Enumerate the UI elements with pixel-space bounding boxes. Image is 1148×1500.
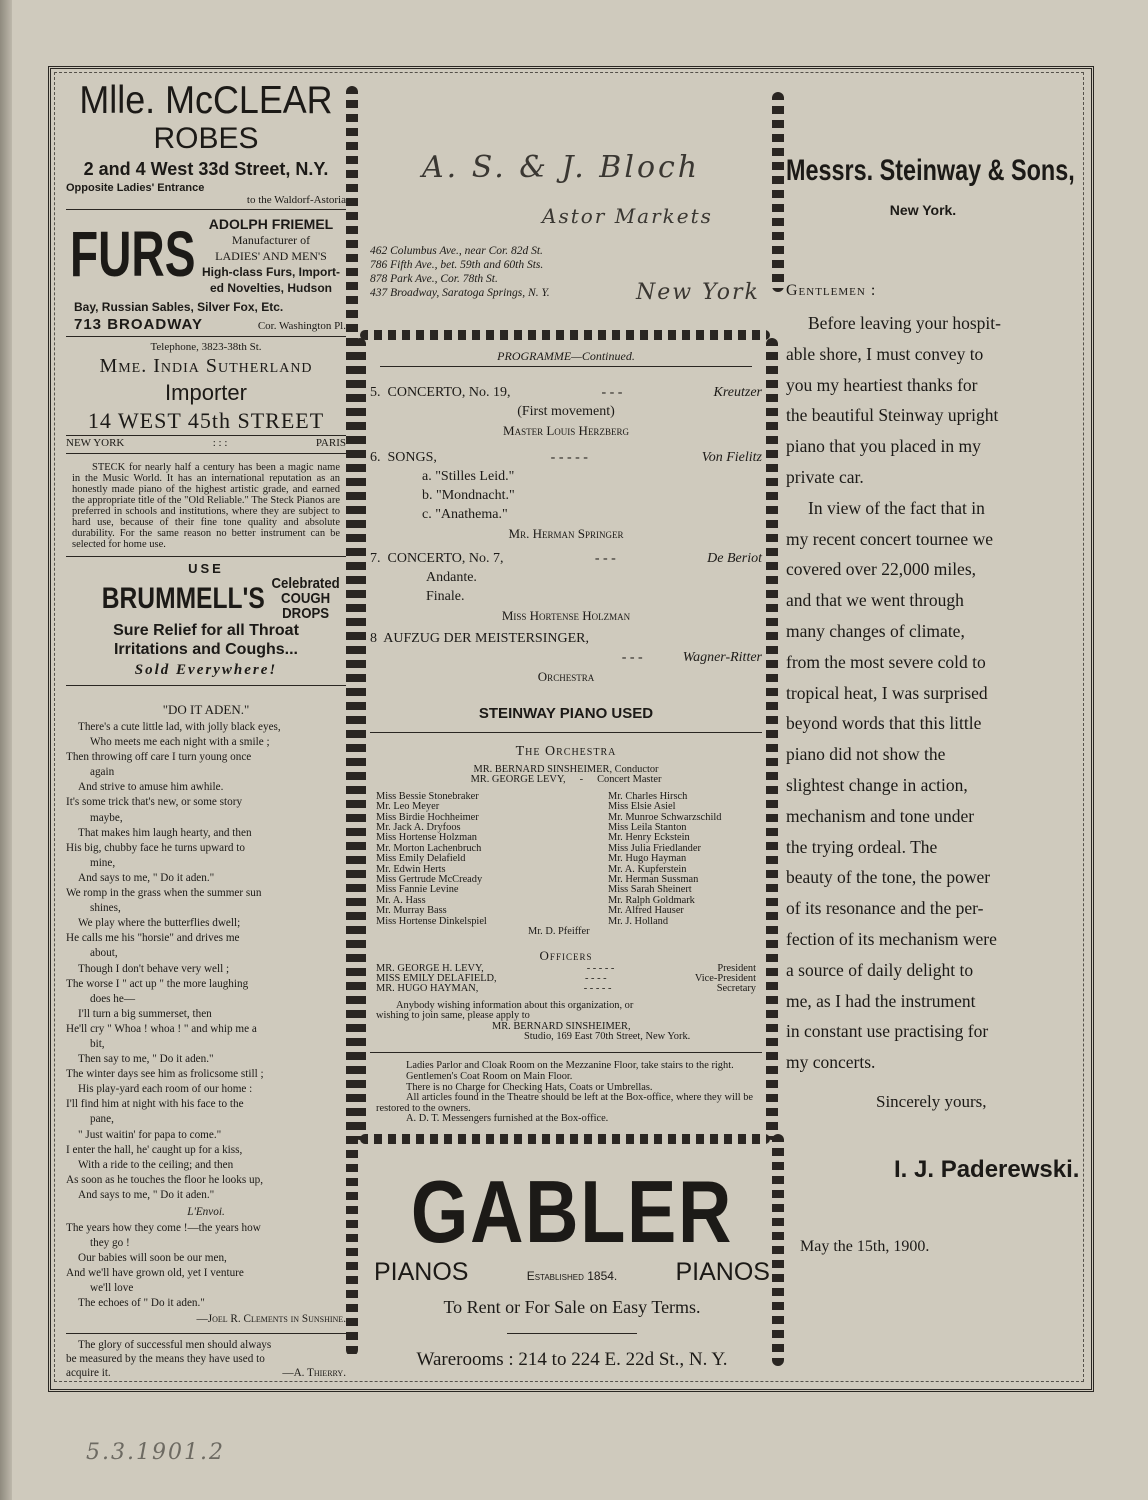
officer-dash: - - - -: [584, 972, 607, 984]
poem-line: That makes him laugh hearty, and then: [78, 826, 252, 839]
officer-dash: - - - - -: [586, 962, 615, 974]
orchestra-member: Mr. Jack A. Dryfoos: [376, 822, 461, 834]
theatre-notices: [370, 1053, 762, 1125]
bloch-addr3: 878 Park Ave., Cor. 78th St.: [370, 273, 498, 285]
furs-headline: FURS: [70, 218, 196, 290]
item-composer: Wagner-Ritter: [682, 650, 762, 665]
envoi-line: they go !: [90, 1237, 130, 1250]
bloch-addr1: 462 Columbus Ave., near Cor. 82d St.: [370, 245, 543, 257]
programme-item-5: [370, 383, 762, 402]
item-number: 6.: [370, 450, 381, 465]
letter-line: from the most severe cold to: [786, 651, 986, 672]
letter-line: my concerts.: [786, 1052, 876, 1073]
letter-line: beyond words that this little: [786, 713, 982, 734]
bloch-name: A. S. & J. Bloch: [422, 150, 701, 185]
poem-line: And strive to amuse him awhile.: [78, 781, 224, 794]
poem-line: The winter days see him as frolicsome still ;: [66, 1068, 264, 1081]
letter-line: of its resonance and the per-: [786, 898, 984, 919]
item8-performer: Orchestra: [537, 669, 595, 684]
brummell-relief1: Sure Relief for all Throat: [113, 622, 299, 639]
letter-line: a source of daily delight to: [786, 959, 974, 980]
letter-line: Before leaving your hospit-: [808, 313, 1001, 333]
sutherland-city1: NEW YORK: [66, 437, 125, 449]
programme-item-7: [370, 549, 762, 568]
poem-line: I'll find him at night with his face to the: [66, 1098, 244, 1111]
letter-line: private car.: [786, 466, 864, 487]
programme-left-chain: [354, 338, 366, 1140]
poem-line: His big, chubby face he turns upward to: [66, 841, 245, 854]
brummell-ad: [66, 557, 346, 681]
poem-line: And says to me, " Do it aden.": [78, 1188, 215, 1201]
sutherland-sep: : : :: [212, 437, 228, 449]
orchestra-member: Mr. Hugo Hayman: [608, 853, 687, 865]
poem-line: again: [90, 766, 115, 779]
friemel-line3: High-class Furs, Import-: [201, 265, 341, 279]
letter-line: the beautiful Steinway upright: [786, 405, 999, 426]
notice-line: All articles found in the Theatre should be left at the Box-office, where they will be restored to the owners.: [376, 1092, 754, 1114]
sutherland-ad: [66, 337, 346, 449]
letter-line: covered over 22,000 miles,: [786, 559, 977, 580]
letter-line: In view of the fact that in: [808, 497, 985, 518]
brummell-brand: BRUMMELL'S: [101, 581, 265, 615]
gabler-pianos-left: PIANOS: [374, 1258, 469, 1286]
letter-line: you my heartiest thanks for: [786, 374, 978, 395]
poem-line: The worse I " act up " the more laughing: [66, 977, 249, 990]
friemel-name: ADOLPH FRIEMEL: [208, 216, 334, 232]
officer-dash: - - - - -: [583, 983, 612, 995]
item6-performer: Mr. Herman Springer: [508, 526, 624, 541]
page-edge-shadow: [0, 0, 12, 1500]
notice-line: A. D. T. Messengers furnished at the Box-office.: [406, 1113, 609, 1125]
programme: [370, 348, 762, 1125]
poem-line: maybe,: [90, 811, 123, 824]
paderewski-letter: [786, 152, 1080, 1256]
envoi-line: The echoes of " Do it aden.": [78, 1297, 205, 1310]
friemel-corner: Cor. Washington Pl.: [257, 320, 346, 332]
poem-line: Though I don't behave very well ;: [78, 962, 230, 975]
sutherland-name: Mme. India Sutherland: [99, 355, 313, 377]
envoi-line: we'll love: [90, 1282, 134, 1295]
item-title: CONCERTO, No. 7,: [387, 551, 504, 566]
poem-line: I'll turn a big summerset, then: [78, 1007, 212, 1020]
item-title: CONCERTO, No. 19,: [387, 385, 511, 400]
mcclear-robes: ROBES: [153, 122, 259, 155]
bloch-ad-chain-border: [772, 92, 784, 292]
poem-lines: [66, 720, 346, 1203]
poem-line: " Just waitin' for papa to come.": [78, 1128, 222, 1141]
sutherland-address: 14 WEST 45th STREET: [87, 408, 325, 433]
orchestra-member: Miss Gertrude McCready: [376, 874, 483, 886]
brummell-use: USE: [188, 561, 224, 576]
orchestra-member: Miss Elsie Asiel: [608, 801, 676, 813]
friemel-line2: LADIES' AND MEN'S: [215, 249, 327, 263]
quote-author: —A. Thierry.: [282, 1366, 346, 1379]
letter-line: piano that you placed in my: [786, 436, 981, 457]
item5-sub: (First movement): [517, 404, 615, 419]
orchestra-member: Mr. J. Holland: [608, 915, 669, 927]
poem-line: about,: [90, 947, 118, 960]
letter-line: slightest change in action,: [786, 774, 968, 795]
letter-line: piano did not show the: [786, 744, 946, 765]
mcclear-name: Mlle. McCLEAR: [79, 79, 333, 122]
letter-heading: Messrs. Steinway & Sons,: [786, 154, 1075, 187]
item7-sub1: Andante.: [426, 570, 477, 585]
poem-line: We romp in the grass when the summer sun: [66, 887, 262, 900]
officer-role: President: [717, 962, 756, 974]
poem-author: —Joel R. Clements in Sunshine.: [196, 1312, 346, 1325]
poem-line: Who meets me each night with a smile ;: [90, 736, 270, 749]
gabler-name: GABLER: [410, 1162, 734, 1261]
poem-envoi-title: L'Envoi.: [187, 1206, 225, 1218]
orchestra-member: Miss Leila Stanton: [608, 822, 687, 834]
item5-performer: Master Louis Herzberg: [503, 423, 629, 438]
orchestra-member: Mr. Ralph Goldmark: [608, 894, 695, 906]
poem-line: mine,: [90, 856, 116, 869]
officer-role: Secretary: [716, 983, 756, 995]
orchestra-member: Miss Birdie Hochheimer: [376, 811, 479, 823]
steck-ad: [66, 454, 346, 554]
orchestra-last-member: Mr. D. Pfeiffer: [528, 926, 590, 938]
orchestra-section: The Orchestra MR. BERNARD SINSHEIMER, Conductor MR. GEORGE LEVY, - Concert Master Miss Bessie Stonebraker Mr. Leo Meyer Miss Birdie Hochheimer Mr. Jack A. Dryfoos Miss Hortense Holzman Mr. Morton Lachenbruch Miss Emily Delafield Mr. Edwin Herts Miss Gertrude McCready Miss Fannie Levine Mr. A. Hass Mr. Murray Bass Miss Hortense Dinkelspiel Mr. Charles Hirsch Miss Elsie Asiel Mr. Munroe Schwarzschild Miss Leila Stanton Mr. Henry Eckstein Miss Julia Friedlander Mr. Hugo Hayman Mr. A. Kupferstein Mr. Herman Sussman Miss Sarah Sheinert Mr. Ralph Goldmark Mr. Alfred Hauser Mr. J. Holland Mr. D. Pfeiffer Officers MR. GEORGE H. LEVY, - - - - - President MISS EMILY DELAFIELD, - - - - Vice-President MR. HUGO HAYMAN, - - - - - Secretary Anybody wishing information about this organization, or wishing to join same, please apply to MR. BERNARD SINSHEIMER, Studio, 169 East 70th Street, New York.: [370, 743, 762, 1042]
officer-role: Vice-President: [694, 972, 756, 984]
letter-city: New York.: [889, 202, 957, 218]
song-a: a. "Stilles Leid.": [422, 469, 515, 484]
song-c: c. "Anathema.": [422, 507, 508, 522]
orchestra-members-left: [376, 792, 608, 927]
orchestra-member: Mr. Alfred Hauser: [608, 905, 684, 917]
officer-name: MISS EMILY DELAFIELD,: [376, 972, 497, 984]
poem-line: pane,: [90, 1113, 114, 1126]
letter-line: many changes of climate,: [786, 620, 965, 641]
programme-heading: PROGRAMME—Continued.: [380, 348, 752, 367]
thierry-quote: [66, 1334, 346, 1380]
item7-sub2: Finale.: [426, 589, 465, 604]
mcclear-note2: to the Waldorf-Astoria: [246, 194, 346, 206]
letter-line: tropical heat, I was surprised: [786, 682, 988, 703]
bloch-city: New York: [636, 280, 760, 305]
orchestra-member: Mr. Munroe Schwarzschild: [608, 811, 722, 823]
orchestra-heading: The Orchestra: [515, 744, 617, 759]
letter-body: [786, 308, 1060, 1078]
programme-top-chain: [360, 330, 770, 340]
friemel-ad: [66, 210, 346, 332]
letter-line: me, as I had the instrument: [786, 990, 976, 1011]
poem-line: Then say to me, " Do it aden.": [78, 1053, 214, 1066]
item-number: 7.: [370, 551, 381, 566]
item-number: 5.: [370, 385, 381, 400]
divider: [370, 732, 762, 733]
divider: [507, 1333, 637, 1334]
item-dashes: - - - - -: [550, 450, 588, 465]
orchestra-conductor: MR. BERNARD SINSHEIMER, Conductor: [473, 764, 659, 775]
gabler-warerooms: Warerooms : 214 to 224 E. 22d St., N. Y.: [416, 1349, 728, 1370]
contact-address: Studio, 169 East 70th Street, New York.: [524, 1030, 691, 1042]
programme-bottom-chain: [360, 1134, 770, 1144]
letter-line: my recent concert tournee we: [786, 528, 993, 549]
envoi-line: And we'll have grown old, yet I venture: [66, 1267, 244, 1280]
notice-line: Gentlemen's Coat Room on Main Floor.: [406, 1070, 573, 1082]
orchestra-member: Mr. Leo Meyer: [376, 801, 440, 813]
item-composer: Kreutzer: [713, 385, 762, 400]
orchestra-member: Mr. Charles Hirsch: [608, 790, 688, 802]
notice-line: Ladies Parlor and Cloak Room on the Mezzanine Floor, take stairs to the right.: [406, 1060, 734, 1072]
letter-line: mechanism and tone under: [786, 805, 975, 826]
gabler-terms: To Rent or For Sale on Easy Terms.: [443, 1297, 701, 1317]
gabler-established: Established 1854.: [526, 1269, 618, 1283]
programme-item-6: [370, 448, 762, 467]
poem-line: I enter the hall, he' caught up for a kiss,: [66, 1143, 243, 1156]
poem-line: As soon as he touches the floor he looks up,: [66, 1173, 263, 1186]
mcclear-address: 2 and 4 West 33d Street, N.Y.: [83, 159, 329, 179]
gabler-ad: [374, 1162, 770, 1372]
poem-line: His play-yard each room of our home :: [78, 1083, 253, 1096]
poem-line: He calls me his "horsie" and drives me: [66, 932, 240, 945]
sutherland-telephone: Telephone, 3823-38th St.: [150, 341, 262, 353]
orchestra-member: Miss Julia Friedlander: [608, 842, 701, 854]
bloch-addr4: 437 Broadway, Saratoga Springs, N. Y.: [370, 287, 550, 299]
left-column: [66, 80, 346, 1380]
orchestra-member: Miss Bessie Stonebraker: [376, 790, 479, 802]
join-line2: wishing to join same, please apply to: [376, 1010, 530, 1022]
quote-line1: The glory of successful men should always: [78, 1338, 272, 1351]
poem-line: There's a cute little lad, with jolly black eyes,: [78, 721, 281, 733]
item7-performer: Miss Hortense Holzman: [501, 608, 631, 623]
officers-heading: Officers: [539, 947, 593, 963]
poem-line: We play where the butterflies dwell;: [78, 917, 241, 930]
handwritten-archive-note: 5.3.1901.2: [86, 1440, 225, 1465]
orchestra-member: Miss Hortense Dinkelspiel: [376, 915, 487, 927]
officer-name: MR. HUGO HAYMAN,: [376, 983, 479, 995]
quote-line2: be measured by the means they have used to: [66, 1352, 265, 1365]
brummell-sold: Sold Everywhere!: [134, 662, 278, 678]
letter-line: fection of its mechanism were: [786, 928, 997, 949]
letter-line: beauty of the tone, the power: [786, 867, 991, 888]
programme-item-8: [370, 629, 762, 648]
bloch-addr2: 786 Fifth Ave., bet. 59th and 60th Sts.: [370, 259, 544, 271]
envoi-line: Our babies will soon be our men,: [78, 1252, 227, 1265]
item-title: SONGS,: [387, 450, 437, 465]
gabler-pianos-right: PIANOS: [675, 1258, 770, 1286]
officer-name: MR. GEORGE H. LEVY,: [376, 962, 484, 974]
poem-title: "DO IT ADEN.": [162, 702, 250, 717]
orchestra-concertmaster-role: Concert Master: [597, 774, 662, 786]
programme-right-chain: [766, 338, 778, 1140]
friemel-line4: ed Novelties, Hudson: [209, 281, 333, 295]
mcclear-note1: Opposite Ladies' Entrance: [66, 182, 205, 194]
item-dashes: - - -: [594, 551, 616, 566]
poem-line: He'll cry " Whoa ! whoa ! " and whip me a: [66, 1022, 257, 1035]
orchestra-member: Miss Hortense Holzman: [376, 832, 478, 844]
poem-line: And says to me, " Do it aden.": [78, 871, 215, 884]
notice-line: There is no Charge for Checking Hats, Coats or Umbrellas.: [406, 1081, 653, 1093]
letter-closing: Sincerely yours,: [876, 1091, 987, 1111]
orchestra-member: Miss Sarah Sheinert: [608, 884, 692, 896]
poem-line: With a ride to the ceiling; and then: [78, 1158, 234, 1171]
brummell-celebrated: Celebrated: [271, 575, 340, 592]
item-title: AUFZUG DER MEISTERSINGER,: [383, 631, 589, 646]
letter-line: and that we went through: [786, 590, 964, 611]
sutherland-role: Importer: [165, 380, 247, 405]
poem-line: shines,: [90, 902, 121, 915]
steck-text: STECK for nearly half a century has been a magic name in the Music World. It has an international reputation as an honestly made piano of the highest artistic grade, and earned the appropriate title of the "Old Reliable." The Steck Pianos are preferred in schools and institutions, where they are subject to hard use, because of their fine tone quality and absolute durability. For the same reason no better instrument can be selected for home use.: [72, 462, 340, 550]
poem-line: does he—: [90, 992, 136, 1005]
orchestra-member: Mr. Henry Eckstein: [608, 832, 690, 844]
item-number: 8: [370, 631, 377, 646]
poem-do-it-aden: [66, 686, 346, 1327]
letter-signature: I. J. Paderewski.: [894, 1155, 1080, 1183]
poem-envoi-lines: [66, 1221, 346, 1312]
brummell-relief2: Irritations and Coughs...: [113, 641, 298, 658]
poem-line: Then throwing off care I turn young once: [66, 751, 252, 764]
item-composer: De Beriot: [707, 551, 762, 566]
orchestra-member: Mr. A. Hass: [376, 894, 426, 906]
letter-line: in constant use practising for: [786, 1021, 989, 1042]
friemel-address: 713 BROADWAY: [74, 316, 203, 333]
orchestra-member: Mr. Edwin Herts: [376, 863, 446, 875]
orchestra-members-right: [608, 792, 721, 927]
officer-row: [376, 984, 756, 994]
quote-line3: acquire it.: [66, 1366, 111, 1379]
officers-list: [370, 964, 762, 995]
join-line1: Anybody wishing information about this organization, or: [396, 999, 634, 1011]
song-b: b. "Mondnacht.": [422, 488, 515, 503]
letter-salutation: Gentlemen :: [786, 282, 877, 299]
orchestra-member: Miss Emily Delafield: [376, 853, 466, 865]
orchestra-member: Mr. Murray Bass: [376, 905, 447, 917]
steinway-used: STEINWAY PIANO USED: [478, 705, 654, 722]
sutherland-city2: PARIS: [315, 437, 346, 449]
letter-date: May the 15th, 1900.: [800, 1237, 930, 1255]
orchestra-concertmaster-name: MR. GEORGE LEVY,: [470, 774, 566, 786]
envoi-line: The years how they come !—the years how: [66, 1222, 261, 1234]
mcclear-ad: [66, 80, 346, 207]
item-composer: Von Fielitz: [701, 450, 762, 465]
brummell-cough-drops: COUGH DROPS: [280, 590, 330, 622]
letter-line: able shore, I must convey to: [786, 343, 984, 364]
orchestra-member: Mr. Morton Lachenbruch: [376, 842, 482, 854]
orchestra-member: Miss Fannie Levine: [376, 884, 459, 896]
item-dashes: - - -: [601, 385, 623, 400]
poem-line: bit,: [90, 1037, 105, 1050]
contact-name: MR. BERNARD SINSHEIMER,: [492, 1020, 631, 1032]
poem-line: It's some trick that's new, or some story: [66, 796, 243, 809]
orchestra-member: Mr. Herman Sussman: [608, 874, 699, 886]
bloch-sub: Astor Markets: [542, 204, 713, 228]
gabler-ad-chain-border: [772, 1134, 784, 1366]
friemel-line1: Manufacturer of: [231, 233, 311, 247]
item-dashes: - - -: [621, 650, 643, 665]
friemel-line5: Bay, Russian Sables, Silver Fox, Etc.: [74, 300, 284, 314]
letter-line: the trying ordeal. The: [786, 836, 938, 857]
orchestra-member: Mr. A. Kupferstein: [608, 863, 687, 875]
bloch-ad: [366, 140, 766, 320]
